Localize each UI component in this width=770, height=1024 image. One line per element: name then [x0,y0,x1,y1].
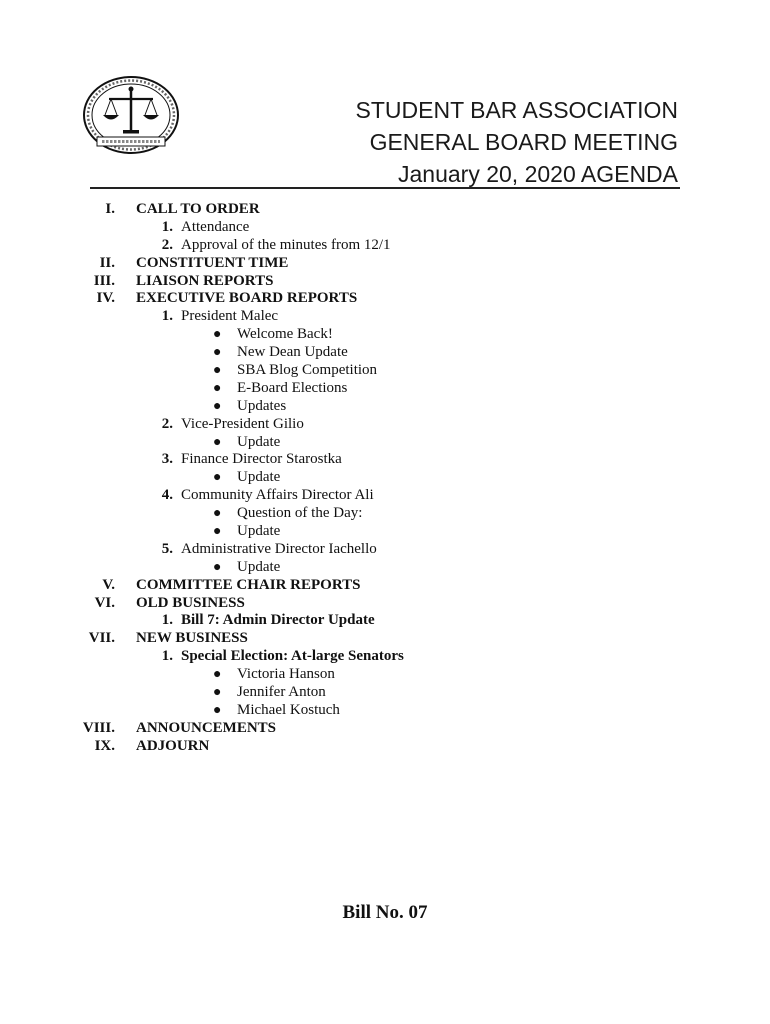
item-text: Special Election: At-large Senators [181,648,404,665]
agenda-item [0,541,770,559]
roman-numeral: VIII. [82,719,115,736]
title-divider [90,187,680,189]
bullet-text: Update [237,433,281,450]
title-line-2: GENERAL BOARD MEETING [369,129,678,155]
item-number: 5. [161,540,173,557]
item-number: 4. [161,487,173,504]
agenda-section [0,630,770,648]
agenda-bullet [0,666,770,684]
agenda-bullet [0,380,770,398]
roman-numeral: VI. [94,594,115,611]
agenda-section [0,720,770,738]
agenda-list [0,201,770,756]
item-number: 1. [161,612,173,629]
bullet-icon: ● [213,702,222,718]
agenda-item [0,487,770,505]
item-text: Bill 7: Admin Director Update [181,612,375,629]
title-line-3: January 20, 2020 AGENDA [398,161,678,187]
roman-numeral: II. [99,254,115,271]
agenda-bullet [0,362,770,380]
bullet-text: Question of the Day: [237,505,363,522]
bullet-icon: ● [213,506,222,522]
section-title: COMMITTEE CHAIR REPORTS [136,576,361,593]
bullet-icon: ● [213,345,222,361]
section-title: ANNOUNCEMENTS [136,719,277,736]
agenda-section [0,273,770,291]
item-number: 1. [161,218,173,235]
agenda-bullet [0,326,770,344]
agenda-section [0,738,770,756]
bullet-text: Michael Kostuch [237,701,340,718]
item-text: Attendance [181,218,250,235]
section-title: LIAISON REPORTS [136,272,274,289]
agenda-bullet [0,702,770,720]
agenda-section [0,577,770,595]
roman-numeral: V. [102,576,115,593]
agenda-item [0,451,770,469]
item-text: Finance Director Starostka [181,451,342,468]
section-title: OLD BUSINESS [136,594,245,611]
bullet-text: Updates [237,397,287,414]
section-title: ADJOURN [136,737,210,754]
bullet-text: Jennifer Anton [237,684,326,701]
item-text: Community Affairs Director Ali [181,487,374,504]
title-line-1: STUDENT BAR ASSOCIATION [355,97,678,123]
agenda-bullet [0,344,770,362]
bullet-text: Update [237,523,281,540]
bullet-text: E-Board Elections [237,379,348,396]
roman-numeral: IV. [96,290,115,307]
item-number: 1. [161,308,173,325]
bullet-icon: ● [213,327,222,343]
agenda-item [0,237,770,255]
item-text: President Malec [181,308,279,325]
bullet-icon: ● [213,380,222,396]
agenda-bullet [0,398,770,416]
section-title: CALL TO ORDER [136,201,260,217]
scales-of-justice-seal-icon [82,75,180,155]
bullet-text: Welcome Back! [237,326,333,343]
agenda-item [0,416,770,434]
item-number: 2. [161,415,173,432]
agenda-bullet [0,434,770,452]
bullet-text: Victoria Hanson [237,666,335,683]
agenda-item [0,219,770,237]
agenda-item [0,612,770,630]
bullet-icon: ● [213,685,222,701]
agenda-bullet [0,505,770,523]
bullet-text: SBA Blog Competition [237,362,378,379]
agenda-bullet [0,684,770,702]
agenda-section [0,201,770,219]
agenda-bullet [0,469,770,487]
meeting-title [356,94,678,190]
bullet-icon: ● [213,363,222,379]
roman-numeral: VII. [88,630,115,647]
agenda-bullet [0,559,770,577]
agenda-item [0,648,770,666]
bill-number: Bill No. 07 [342,902,428,923]
bullet-icon: ● [213,470,222,486]
bullet-icon: ● [213,398,222,414]
roman-numeral: I. [105,201,115,217]
item-text: Administrative Director Iachello [181,540,377,557]
item-text: Vice-President Gilio [181,415,304,432]
agenda-section [0,255,770,273]
agenda-item [0,308,770,326]
item-number: 1. [161,648,173,665]
agenda-section [0,595,770,613]
section-title: CONSTITUENT TIME [136,254,289,271]
roman-numeral: III. [93,272,115,289]
bullet-icon: ● [213,434,222,450]
bullet-icon: ● [213,667,222,683]
bullet-icon: ● [213,559,222,575]
bullet-text: Update [237,469,281,486]
section-title: EXECUTIVE BOARD REPORTS [136,290,358,307]
bullet-text: New Dean Update [237,344,348,361]
bullet-icon: ● [213,524,222,540]
item-number: 3. [161,451,173,468]
agenda-bullet [0,523,770,541]
agenda-section [0,290,770,308]
bullet-text: Update [237,558,281,575]
item-number: 2. [161,236,173,253]
item-text: Approval of the minutes from 12/1 [181,236,391,253]
roman-numeral: IX. [94,737,115,754]
section-title: NEW BUSINESS [136,630,248,647]
